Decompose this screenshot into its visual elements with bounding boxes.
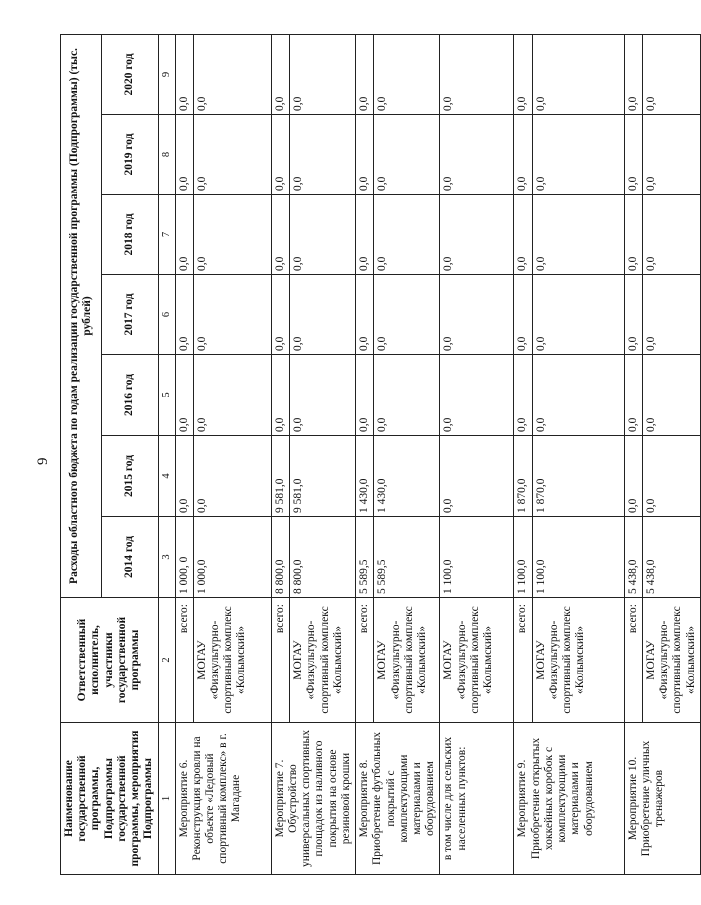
total-value: 0,0 bbox=[356, 195, 374, 275]
executor-value: 0,0 bbox=[532, 195, 624, 275]
total-value: 0,0 bbox=[356, 355, 374, 436]
total-value: 0,0 bbox=[271, 34, 289, 114]
column-number-row bbox=[158, 34, 175, 874]
total-value: 0,0 bbox=[271, 115, 289, 195]
total-value: 0,0 bbox=[175, 34, 193, 114]
executor-value: 9 581,0 bbox=[290, 436, 356, 517]
executor-value: 0,0 bbox=[642, 436, 700, 517]
total-value: 0,0 bbox=[624, 195, 642, 275]
table-row bbox=[356, 34, 374, 874]
header-year: 2018 год bbox=[101, 195, 158, 275]
header-year: 2017 год bbox=[101, 275, 158, 355]
executor-name: МОГАУ «Физкультурно-спортивный комплекс «Колымский» bbox=[532, 598, 624, 723]
total-value: 9 581,0 bbox=[271, 436, 289, 517]
column-number: 5 bbox=[158, 355, 175, 436]
total-value: 0,0 bbox=[356, 115, 374, 195]
executor-value: 0,0 bbox=[374, 34, 440, 114]
activity-name: Мероприятие 6. Реконструкция кровли на объекте «Ледовый спортивный комплекс» в г. Магадане bbox=[175, 723, 271, 875]
total-value: 1 100,0 bbox=[514, 517, 532, 598]
executor-value: 0,0 bbox=[290, 275, 356, 355]
executor-value: 1 870,0 bbox=[532, 436, 624, 517]
total-value: 0,0 bbox=[514, 275, 532, 355]
total-label: всего: bbox=[175, 598, 193, 723]
column-number: 1 bbox=[158, 723, 175, 875]
header-executor: Ответственный исполнитель, участники государственной программы bbox=[61, 598, 159, 723]
executor-value: 0,0 bbox=[290, 195, 356, 275]
executor-name: МОГАУ «Физкультурно-спортивный комплекс «Колымский» bbox=[374, 598, 440, 723]
column-number: 3 bbox=[158, 517, 175, 598]
budget-table bbox=[60, 34, 701, 875]
executor-value: 0,0 bbox=[290, 115, 356, 195]
activity-name: Мероприятие 7. Обустройство универсальных спортивных площадок из наливного покрытия на основе резиновой крошки bbox=[271, 723, 355, 875]
activity-name: Мероприятие 10. Приобретение уличных тренажеров bbox=[624, 723, 700, 875]
executor-value: 0,0 bbox=[532, 275, 624, 355]
row-value: 0,0 bbox=[440, 436, 514, 517]
total-value: 0,0 bbox=[356, 275, 374, 355]
total-value: 0,0 bbox=[271, 275, 289, 355]
total-value: 0,0 bbox=[271, 195, 289, 275]
executor-value: 0,0 bbox=[290, 355, 356, 436]
executor-value: 0,0 bbox=[374, 195, 440, 275]
total-value: 1 870,0 bbox=[514, 436, 532, 517]
executor-name: МОГАУ «Физкультурно-спортивный комплекс «Колымский» bbox=[193, 598, 271, 723]
executor-value: 0,0 bbox=[193, 195, 271, 275]
header-year: 2019 год bbox=[101, 115, 158, 195]
total-value: 0,0 bbox=[514, 34, 532, 114]
activity-name: Мероприятие 9. Приобретение открытых хоккейных коробок с комплектующими материалами и оборудованием bbox=[514, 723, 624, 875]
header-year: 2014 год bbox=[101, 517, 158, 598]
column-number: 4 bbox=[158, 436, 175, 517]
executor-value: 0,0 bbox=[642, 34, 700, 114]
executor-value: 0,0 bbox=[642, 355, 700, 436]
page-number: 9 bbox=[35, 457, 51, 465]
total-value: 0,0 bbox=[624, 275, 642, 355]
activity-name: в том числе для сельских населенных пунктов: bbox=[440, 723, 514, 875]
table-row bbox=[514, 34, 532, 874]
total-label: всего: bbox=[356, 598, 374, 723]
executor-value: 0,0 bbox=[642, 275, 700, 355]
header-expenses: Расходы областного бюджета по годам реализации государственной программы (Подпрограммы) (тыс. рублей) bbox=[61, 34, 102, 597]
total-value: 1 000, 0 bbox=[175, 517, 193, 598]
total-value: 0,0 bbox=[514, 355, 532, 436]
total-value: 0,0 bbox=[514, 115, 532, 195]
table-row bbox=[271, 34, 289, 874]
total-value: 0,0 bbox=[514, 195, 532, 275]
total-value: 1 430,0 bbox=[356, 436, 374, 517]
header-row bbox=[61, 34, 102, 874]
executor-value: 0,0 bbox=[642, 195, 700, 275]
total-label: всего: bbox=[271, 598, 289, 723]
column-number: 7 bbox=[158, 195, 175, 275]
row-value: 0,0 bbox=[440, 355, 514, 436]
total-label: всего: bbox=[624, 598, 642, 723]
executor-value: 5 438,0 bbox=[642, 517, 700, 598]
total-value: 0,0 bbox=[175, 115, 193, 195]
column-number: 6 bbox=[158, 275, 175, 355]
column-number: 2 bbox=[158, 598, 175, 723]
total-value: 0,0 bbox=[175, 275, 193, 355]
executor-value: 0,0 bbox=[193, 436, 271, 517]
total-value: 0,0 bbox=[175, 436, 193, 517]
executor-value: 1 000,0 bbox=[193, 517, 271, 598]
executor-name: МОГАУ «Физкультурно-спортивный комплекс «Колымский» bbox=[440, 598, 514, 723]
total-value: 0,0 bbox=[175, 195, 193, 275]
header-year: 2016 год bbox=[101, 355, 158, 436]
executor-value: 0,0 bbox=[290, 34, 356, 114]
row-value: 0,0 bbox=[440, 115, 514, 195]
total-label: всего: bbox=[514, 598, 532, 723]
header-year: 2020 год bbox=[101, 34, 158, 114]
executor-value: 1 430,0 bbox=[374, 436, 440, 517]
executor-value: 0,0 bbox=[193, 115, 271, 195]
executor-value: 8 800,0 bbox=[290, 517, 356, 598]
executor-value: 0,0 bbox=[193, 275, 271, 355]
row-value: 1 100,0 bbox=[440, 517, 514, 598]
executor-name: МОГАУ «Физкультурно-спортивный комплекс «Колымский» bbox=[642, 598, 700, 723]
executor-value: 0,0 bbox=[374, 355, 440, 436]
column-number: 8 bbox=[158, 115, 175, 195]
row-value: 0,0 bbox=[440, 275, 514, 355]
executor-value: 0,0 bbox=[532, 355, 624, 436]
total-value: 8 800,0 bbox=[271, 517, 289, 598]
executor-value: 0,0 bbox=[532, 34, 624, 114]
header-name: Наименование государственной программы, Подпрограммы государственной программы, мероприятия Подпрограммы bbox=[61, 723, 159, 875]
executor-value: 0,0 bbox=[374, 115, 440, 195]
executor-value: 1 100,0 bbox=[532, 517, 624, 598]
table-row bbox=[175, 34, 193, 874]
table-row bbox=[624, 34, 642, 874]
executor-value: 0,0 bbox=[374, 275, 440, 355]
row-value: 0,0 bbox=[440, 34, 514, 114]
total-value: 0,0 bbox=[175, 355, 193, 436]
header-year: 2015 год bbox=[101, 436, 158, 517]
total-value: 0,0 bbox=[356, 34, 374, 114]
executor-value: 0,0 bbox=[642, 115, 700, 195]
executor-value: 0,0 bbox=[532, 115, 624, 195]
executor-value: 5 589,5 bbox=[374, 517, 440, 598]
column-number: 9 bbox=[158, 34, 175, 114]
table-row bbox=[440, 34, 514, 874]
total-value: 0,0 bbox=[624, 34, 642, 114]
executor-name: МОГАУ «Физкультурно-спортивный комплекс «Колымский» bbox=[290, 598, 356, 723]
total-value: 0,0 bbox=[271, 355, 289, 436]
row-value: 0,0 bbox=[440, 195, 514, 275]
total-value: 0,0 bbox=[624, 355, 642, 436]
total-value: 0,0 bbox=[624, 436, 642, 517]
activity-name: Мероприятие 8. Приобретение футбольных покрытий с комплектующими материалами и оборудованием bbox=[356, 723, 440, 875]
executor-value: 0,0 bbox=[193, 355, 271, 436]
total-value: 5 589,5 bbox=[356, 517, 374, 598]
total-value: 5 438,0 bbox=[624, 517, 642, 598]
executor-value: 0,0 bbox=[193, 34, 271, 114]
total-value: 0,0 bbox=[624, 115, 642, 195]
